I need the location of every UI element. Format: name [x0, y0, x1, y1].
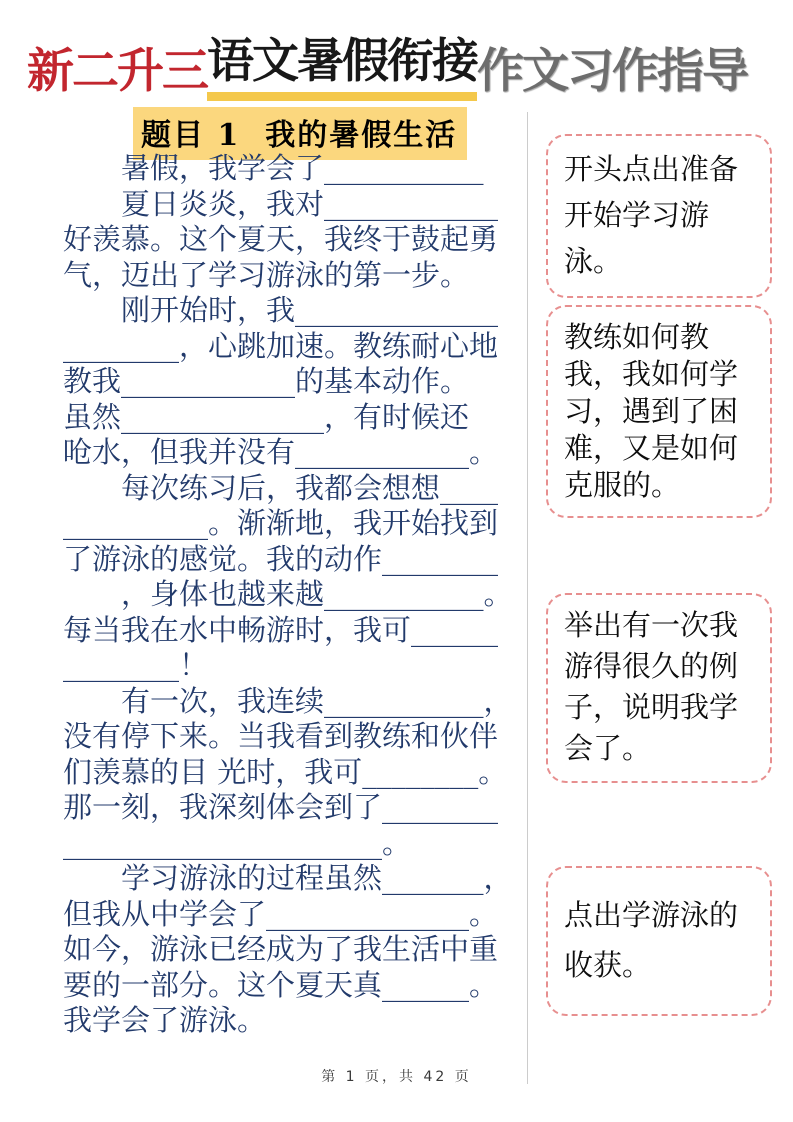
- essay-line: 没有停下来。当我看到教练和伙伴: [63, 719, 499, 753]
- essay-line: 但我从中学会了______________。: [63, 896, 499, 931]
- essay-line: ______________________。: [63, 825, 412, 860]
- margin-note-4: 点出学游泳的收获。: [546, 866, 772, 1016]
- essay-line: __________。渐渐地，我开始找到: [63, 506, 499, 540]
- essay-line: 有一次，我连续___________，: [63, 683, 513, 718]
- essay-line: 要的一部分。这个夏天真______。: [63, 967, 499, 1002]
- essay-line: ________，心跳加速。教练耐心地: [63, 328, 499, 363]
- section-title: 题目 1 我的暑假生活: [133, 107, 467, 160]
- essay-line: 我学会了游泳。: [63, 1003, 267, 1037]
- page-number: 第 1 页，共 42 页: [321, 1069, 472, 1085]
- essay-line: 如今，游泳已经成为了我生活中重: [63, 932, 499, 966]
- essay-line: 们羡慕的目 光时，我可________。: [63, 754, 508, 789]
- essay-line: 刚开始时，我______________: [63, 293, 499, 327]
- essay-line: ________！: [63, 648, 209, 682]
- essay-line: 教我____________的基本动作。: [63, 364, 470, 398]
- margin-note-2: 教练如何教我，我如何学习，遇到了困难，又是如何克服的。: [546, 305, 772, 518]
- margin-note-3: 举出有一次我游得很久的例子，说明我学会了。: [546, 593, 772, 783]
- essay-body: [63, 151, 538, 1039]
- essay-line: 学习游泳的过程虽然_______，: [63, 861, 513, 895]
- essay-line: 夏日炎炎，我对____________: [63, 186, 499, 221]
- essay-line: 气，迈出了学习游泳的第一步。: [63, 257, 470, 292]
- column-divider: [527, 112, 528, 1084]
- essay-line: ，身体也越来越___________。: [63, 577, 513, 611]
- essay-line: 每当我在水中畅游时，我可______: [63, 612, 499, 647]
- essay-line: 虽然______________，有时候还: [63, 399, 470, 434]
- essay-line: 好羡慕。这个夏天，我终于鼓起勇: [63, 222, 499, 256]
- header-segment-red: 新二升三: [27, 44, 207, 97]
- header-segment-black: 语文暑假衔接: [207, 32, 477, 101]
- essay-line: 每次练习后，我都会想想____: [63, 470, 499, 505]
- header-segment-gray: 作文习作指导: [477, 44, 747, 97]
- essay-line: 呛水，但我并没有____________。: [63, 435, 499, 469]
- essay-line: 暑假，我学会了___________: [63, 151, 484, 185]
- page-header: [27, 32, 772, 101]
- margin-note-1: 开头点出准备开始学习游泳。: [546, 134, 772, 298]
- essay-line: 了游泳的感觉。我的动作________: [63, 541, 499, 576]
- essay-line: 那一刻，我深刻体会到了________: [63, 790, 499, 824]
